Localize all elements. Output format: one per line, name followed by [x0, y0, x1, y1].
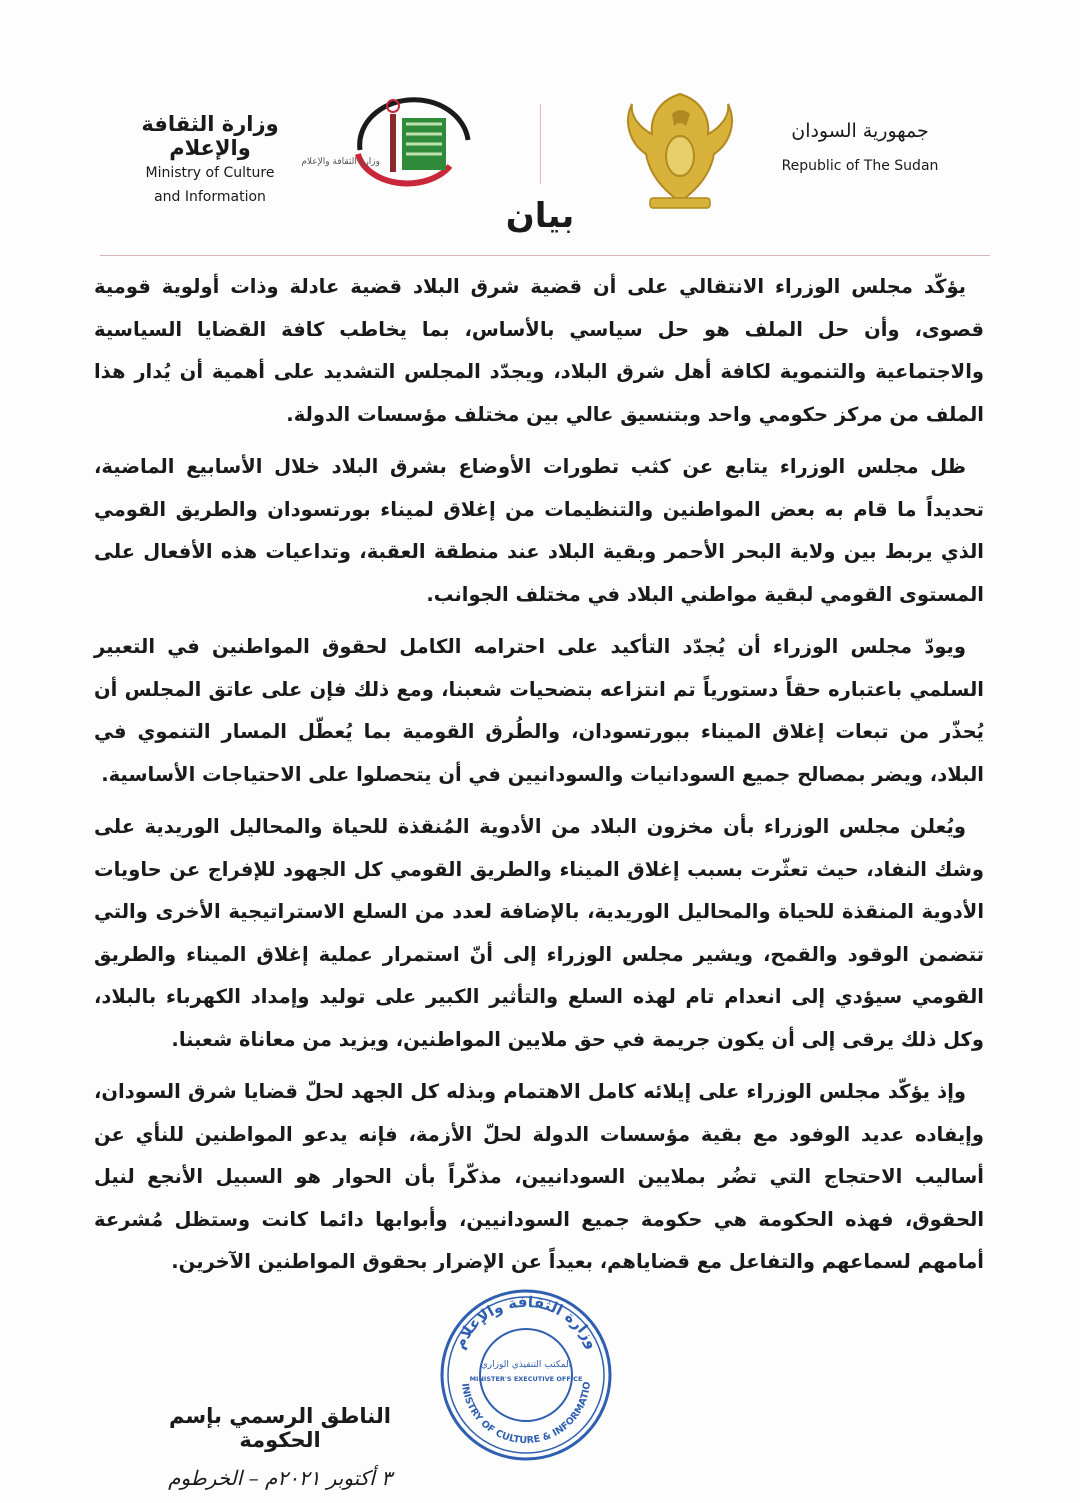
ministry-name-english-line2: and Information: [154, 189, 266, 205]
ministry-name-english-line1: Ministry of Culture: [145, 165, 275, 181]
republic-name-arabic: جمهورية السودان: [791, 120, 929, 142]
ministry-name-arabic: وزارة الثقافة والإعلام: [141, 112, 279, 160]
paragraph-4: ويُعلن مجلس الوزراء بأن مخزون البلاد من الأدوية المُنقذة للحياة والمحاليل الوريدية على وشك النفاد، حيث تعثّرت بسبب إغلاق الميناء والطريق القومي كل الجهود للإفراج عن حاويات الأدوية المنقذة للحياة والمحاليل الوريدية، بالإضافة لعدد من السلع الاستراتيجية الأخرى والتي تتضمن الوقود والقمح، ويشير مجلس الوزراء إلى أنّ استمرار عملية إغلاق الميناء والطريق القومي سيؤدي إلى انعدام تام لهذه السلع والتأثير الكبير على توليد وإمداد الكهرباء بالبلاد، وكل ذلك يرقى إلى أن يكون جريمة في حق ملايين المواطنين، ويزيد من معاناة شعبنا.: [94, 815, 984, 1051]
document-title: بيان: [505, 196, 575, 236]
stamp-outer-arabic: وزارة الثقافة والإعلام: [450, 1292, 602, 1352]
title-divider: [100, 255, 990, 256]
ministry-header: [100, 112, 320, 208]
republic-name-english: Republic of The Sudan: [781, 158, 939, 174]
paragraph-3: ويودّ مجلس الوزراء أن يُجدّد التأكيد على احترامه الكامل لحقوق المواطنين في التعبير السلمي باعتباره حقاً دستورياً تم انتزاعه بتضحيات شعبنا، ومع ذلك فإن على عاتق المجلس أن يُحذّر من تبعات إغلاق الميناء ببورتسودان، والطُرق القومية بما يُعطّل المسار التنموي في البلاد، ويضر بمصالح جميع السودانيات والسودانيين في أن يتحصلوا على الاحتياجات الأساسية.: [94, 635, 984, 786]
ministry-logo: [301, 88, 480, 188]
signature-date: ٣ أكتوبر ٢٠٢١م – الخرطوم: [168, 1466, 392, 1490]
paragraph-5: وإذ يؤكّد مجلس الوزراء على إيلائه كامل الاهتمام وبذله كل الجهد لحلّ قضايا شرق السودان، وإيفاده عديد الوفود مع بقية مؤسسات الدولة لحلّ الأزمة، فإنه يدعو المواطنين للنأي عن أساليب الاحتجاج التي تضُر بملايين السودانيين، مذكّراً بأن الحوار هو السبيل الأنجع لنيل الحقوق، فهذه الحكومة هي حكومة جميع السودانيين، وأبوابها دائما كانت وستظل مُشرعة أمامهم لسماعهم والتفاعل مع قضاياهم، بعيداً عن الإضرار بحقوق المواطنين الآخرين.: [94, 1080, 984, 1273]
official-stamp: [438, 1287, 614, 1463]
stamp-outer-english: INISTRY OF CULTURE & INFORMATIO: [459, 1381, 594, 1447]
republic-header: [770, 120, 950, 174]
paragraph-2: ظل مجلس الوزراء يتابع عن كثب تطورات الأوضاع بشرق البلاد خلال الأسابيع الماضية، تحديداً ما قام به بعض المواطنين والتنظيمات من إغلاق لميناء بورتسودان والطريق القومي الذي يربط بين ولاية البحر الأحمر وبقية البلاد عند منطقة العقبة، وتداعيات هذه الأفعال على المستوى القومي لبقية مواطني البلاد في مختلف الجوانب.: [94, 455, 984, 606]
statement-body: [94, 266, 984, 1294]
spokesperson-title: الناطق الرسمي بإسم الحكومة: [169, 1404, 391, 1452]
paragraph-1: يؤكّد مجلس الوزراء الانتقالي على أن قضية شرق البلاد قضية عادلة وذات أولوية قومية قصوى، وأن حل الملف هو حل سياسي بالأساس، بما يخاطب كافة القضايا السياسية والاجتماعية والتنموية لكافة أهل شرق البلاد، ويجدّد المجلس التشديد على أهمية أن يُدار هذا الملف من مركز حكومي واحد وبتنسيق عالي بين مختلف مؤسسات الدولة.: [94, 275, 984, 426]
signature-block: [130, 1404, 430, 1490]
stamp-inner-english: MINISTER'S EXECUTIVE OFFICE: [469, 1375, 583, 1383]
stamp-inner-arabic: المكتب التنفيذي الوزاري: [480, 1360, 572, 1370]
header-divider: [540, 104, 541, 184]
logo-caption: وزارة الثقافة والإعلام: [301, 157, 380, 167]
svg-text:وزارة الثقافة والإعلام: [450, 1293, 602, 1352]
